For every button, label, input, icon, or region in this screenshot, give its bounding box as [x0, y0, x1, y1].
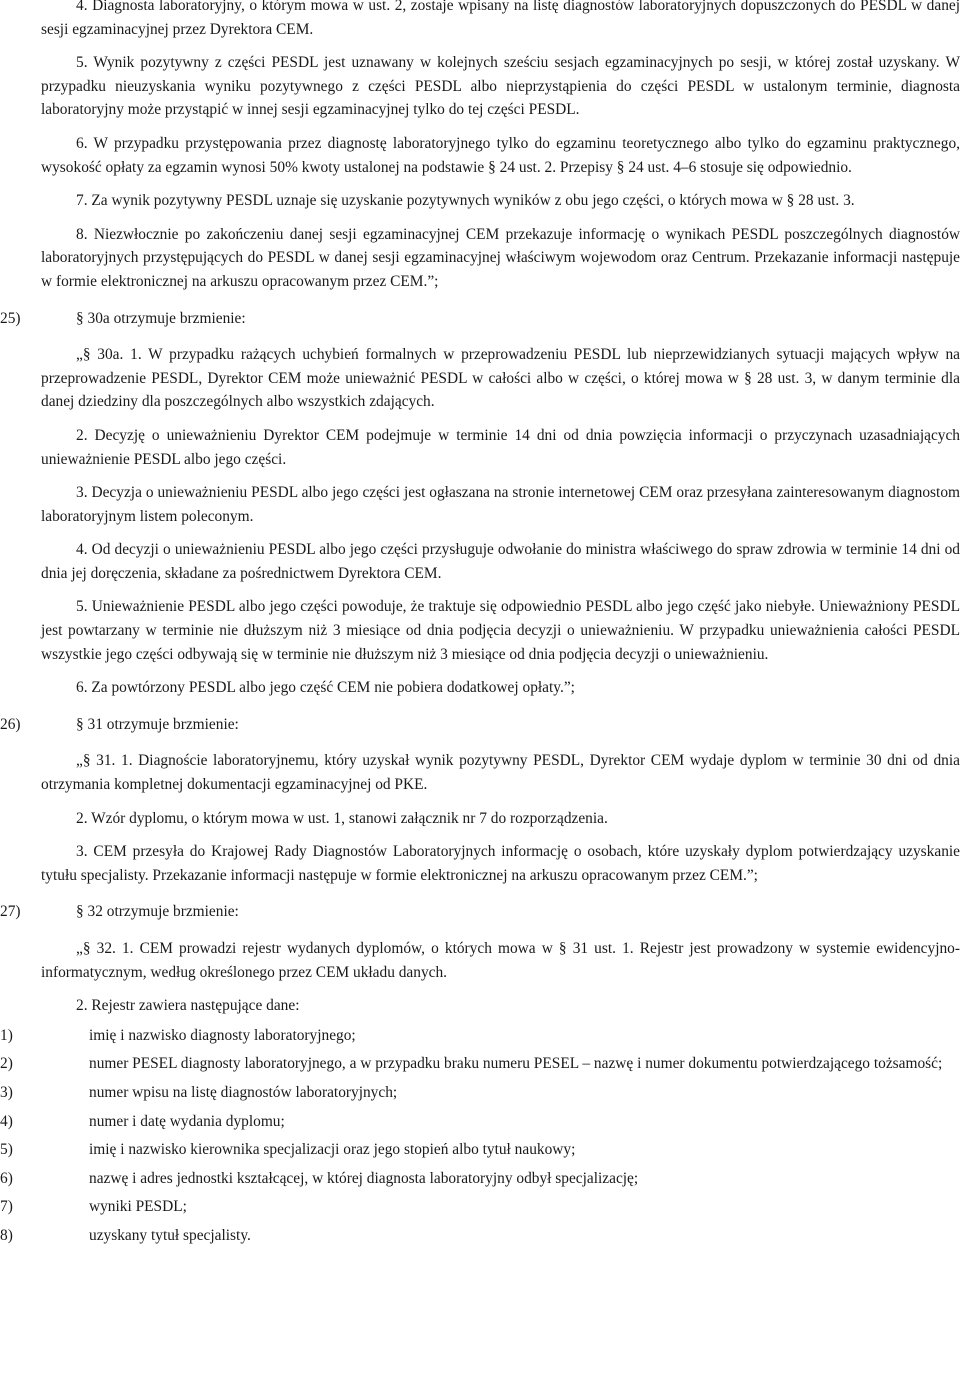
list-item	[0, 1024, 960, 1048]
list-item-number: 7)	[0, 1198, 13, 1216]
section-32-ust-2: 2. Rejestr zawiera następujące dane:	[76, 997, 300, 1015]
list-item	[0, 1167, 960, 1191]
list-item-text: wyniki PESDL;	[89, 1198, 187, 1216]
paragraph-6: 6. W przypadku przystępowania przez diagnostę laboratoryjnego tylko do egzaminu teoretycznego albo tylko do egzaminu praktycznego, wysokość opłaty za egzamin wynosi 50% kwoty ustalonej na podstawie § 24 ust. 2. Przepisy § 24 ust. 4–6 stosuje się odpowiednio.	[41, 134, 960, 176]
list-item	[0, 1224, 960, 1248]
section-30a-ust-3: 3. Decyzja o unieważnieniu PESDL albo jego części jest ogłaszana na stronie internetowej CEM oraz przesyłana zainteresowanym diagnostom laboratoryjnym listem poleconym.	[41, 484, 960, 525]
paragraph-5: 5. Wynik pozytywny z części PESDL jest uznawany w kolejnych sześciu sesjach egzaminacyjnych po sesji, w której został uzyskany. W przypadku nieuzyskania wyniku pozytywnego z części PESDL albo nieprzystąpienia do części PESDL w ustalonym terminie, diagnosta laboratoryjny może przystąpić w innej sesji egzaminacyjnej tylko do tej części PESDL.	[41, 54, 960, 119]
paragraph-8: 8. Niezwłocznie po zakończeniu danej sesji egzaminacyjnej CEM przekazuje informację o wynikach PESDL poszczególnych diagnostów laboratoryjnych przystępujących do PESDL w danej sesji egzaminacyjnej właściwym wojewodom oraz Centrum. Przekazanie informacji następuje w formie elektronicznej na arkuszu opracowanym przez CEM.”;	[41, 225, 960, 290]
list-item-text: numer PESEL diagnosty laboratoryjnego, a w przypadku braku numeru PESEL – nazwę i numer dokumentu potwierdzającego tożsamość;	[89, 1055, 943, 1073]
amendment-number: 27)	[0, 903, 21, 921]
section-30a-ust-5: 5. Unieważnienie PESDL albo jego części powoduje, że traktuje się odpowiednio PESDL albo jego część jako niebyłe. Unieważniony PESDL jest powtarzany w terminie nie dłuższym niż 3 miesiące od dnia podjęcia decyzji o unieważnieniu. W przypadku unieważnienia całości PESDL wszystkie jego części odbywają się w terminie nie dłuższym niż 3 miesiące od dnia podjęcia decyzji o unieważnieniu.	[41, 598, 960, 663]
section-30a-ust-1: „§ 30a. 1. W przypadku rażących uchybień formalnych w przeprowadzeniu PESDL lub nieprzewidzianych sytuacji mających wpływ na przeprowadzenie PESDL, Dyrektor CEM może unieważnić PESDL w całości albo w części, o której mowa w § 28 ust. 3, w danym terminie dla danej dziedziny dla poszczególnych albo wszystkich zdających.	[41, 346, 960, 411]
amendment-27	[0, 900, 960, 924]
amendment-text: § 32 otrzymuje brzmienie:	[76, 903, 239, 921]
list-item-text: nazwę i adres jednostki kształcącej, w której diagnosta laboratoryjny odbył specjalizację;	[89, 1169, 639, 1187]
section-31-ust-3: 3. CEM przesyła do Krajowej Rady Diagnostów Laboratoryjnych informację o osobach, które uzyskały dyplom potwierdzający uzyskanie tytułu specjalisty. Przekazanie informacji następuje w formie elektronicznej na arkuszu opracowanym przez CEM.”;	[41, 843, 960, 884]
list-item	[0, 1138, 960, 1162]
list-item-number: 2)	[0, 1055, 13, 1073]
list-item	[0, 1052, 960, 1076]
list-item-number: 3)	[0, 1083, 13, 1101]
section-31-ust-2: 2. Wzór dyplomu, o którym mowa w ust. 1, stanowi załącznik nr 7 do rozporządzenia.	[76, 809, 608, 827]
list-item-text: numer wpisu na listę diagnostów laboratoryjnych;	[89, 1083, 398, 1101]
list-item	[0, 1081, 960, 1105]
list-item-text: imię i nazwisko diagnosty laboratoryjnego;	[89, 1026, 356, 1044]
section-30a-ust-4: 4. Od decyzji o unieważnieniu PESDL albo jego części przysługuje odwołanie do ministra właściwego do spraw zdrowia w terminie 14 dni od dnia jej doręczenia, składane za pośrednictwem Dyrektora CEM.	[41, 541, 960, 582]
amendment-number: 26)	[0, 715, 21, 733]
section-30a-ust-6: 6. Za powtórzony PESDL albo jego część CEM nie pobiera dodatkowej opłaty.”;	[76, 679, 575, 697]
amendment-26	[0, 713, 960, 737]
list-item	[0, 1110, 960, 1134]
amendment-number: 25)	[0, 309, 21, 327]
paragraph-7: 7. Za wynik pozytywny PESDL uznaje się uzyskanie pozytywnych wyników z obu jego części, o których mowa w § 28 ust. 3.	[76, 192, 855, 210]
list-item-number: 5)	[0, 1141, 13, 1159]
list-item	[0, 1195, 960, 1219]
register-items-list	[0, 1024, 960, 1248]
section-31-ust-1: „§ 31. 1. Diagnoście laboratoryjnemu, który uzyskał wynik pozytywny PESDL, Dyrektor CEM wydaje dyplom w terminie 30 dni od dnia otrzymania kompletnej dokumentacji egzaminacyjnej od PKE.	[41, 752, 960, 794]
list-item-text: numer i datę wydania dyplomu;	[89, 1112, 285, 1130]
section-30a-ust-2: 2. Decyzję o unieważnieniu Dyrektor CEM podejmuje w terminie 14 dni od dnia powzięcia informacji o przyczynach uzasadniających unieważnienie PESDL albo jego części.	[41, 426, 960, 468]
list-item-text: imię i nazwisko kierownika specjalizacji oraz jego stopień albo tytuł naukowy;	[89, 1141, 576, 1159]
amendment-25	[0, 307, 960, 331]
list-item-text: uzyskany tytuł specjalisty.	[89, 1226, 251, 1244]
amendment-text: § 30a otrzymuje brzmienie:	[76, 309, 246, 327]
list-item-number: 4)	[0, 1112, 13, 1130]
list-item-number: 6)	[0, 1169, 13, 1187]
list-item-number: 1)	[0, 1026, 13, 1044]
section-32-ust-1: „§ 32. 1. CEM prowadzi rejestr wydanych dyplomów, o których mowa w § 31 ust. 1. Rejestr jest prowadzony w systemie ewidencyjno-informatycznym, według określonego przez CEM układu danych.	[41, 940, 960, 981]
paragraph-4: 4. Diagnosta laboratoryjny, o którym mowa w ust. 2, zostaje wpisany na listę diagnostów laboratoryjnych dopuszczonych do PESDL w danej sesji egzaminacyjnej przez Dyrektora CEM.	[41, 0, 960, 38]
amendment-text: § 31 otrzymuje brzmienie:	[76, 715, 239, 733]
list-item-number: 8)	[0, 1226, 13, 1244]
